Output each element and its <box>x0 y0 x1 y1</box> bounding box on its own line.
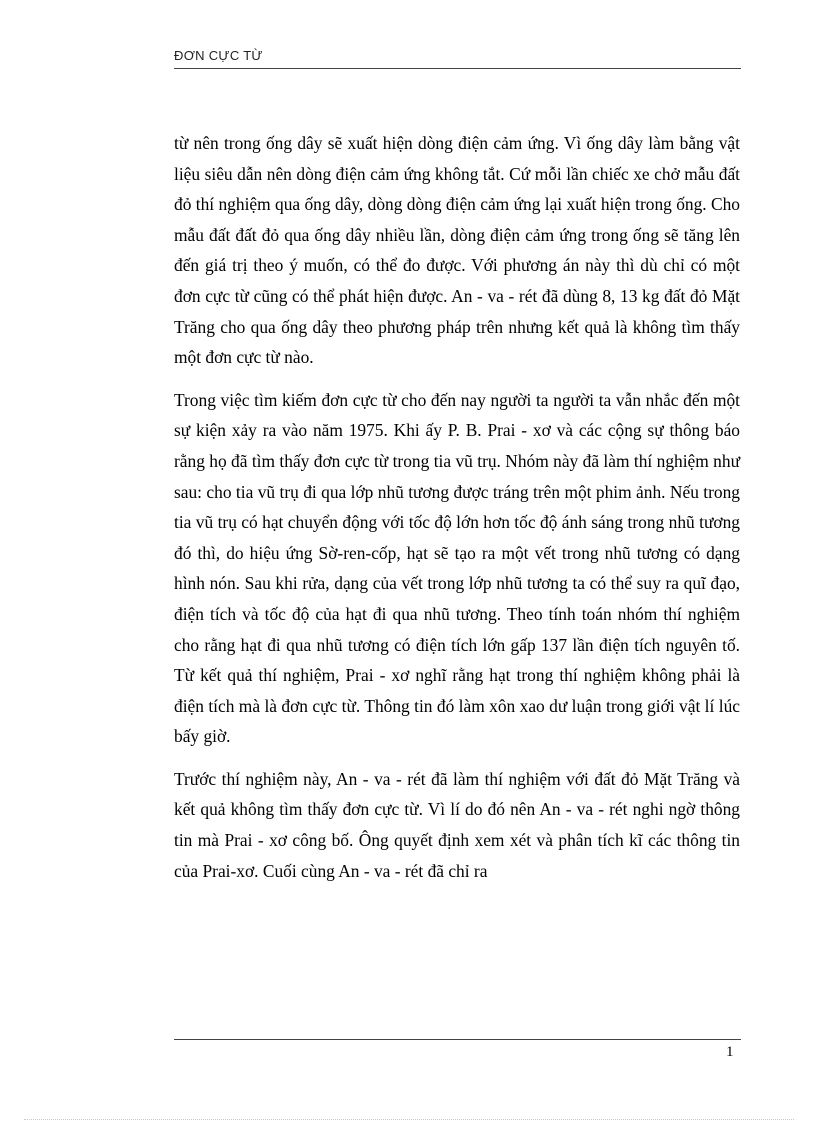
header-divider <box>174 68 741 69</box>
paragraph-1: từ nên trong ống dây sẽ xuất hiện dòng điện cảm ứng. Vì ống dây làm bằng vật liệu siêu dẫn nên dòng điện cảm ứng không tắt. Cứ mỗi lần chiếc xe chở mẫu đất đỏ thí nghiệm qua ống dây, dòng dòng điện cảm ứng lại xuất hiện trong ống. Cho mẫu đất đất đỏ qua ống dây nhiều lần, dòng điện cảm ứng trong ống sẽ tăng lên đến giá trị theo ý muốn, có thể đo được. Với phương án này thì dù chỉ có một đơn cực từ cũng có thể phát hiện được. An - va - rét đã dùng 8, 13 kg đất đỏ Mặt Trăng cho qua ống dây theo phương pháp trên nhưng kết quả là không tìm thấy một đơn cực từ nào. <box>174 133 740 368</box>
header-title: ĐƠN CỰC TỪ <box>174 48 263 63</box>
page-bottom-border <box>24 1119 794 1120</box>
paragraph-3: Trước thí nghiệm này, An - va - rét đã làm thí nghiệm với đất đỏ Mặt Trăng và kết quả không tìm thấy đơn cực từ. Vì lí do đó nên An - va - rét nghi ngờ thông tin mà Prai - xơ công bố. Ông quyết định xem xét và phân tích kĩ các thông tin của Prai-xơ. Cuối cùng An - va - rét đã chỉ ra <box>174 768 740 881</box>
body-text <box>174 128 740 898</box>
footer-divider <box>174 1039 741 1040</box>
paragraph-2: Trong việc tìm kiếm đơn cực từ cho đến nay người ta người ta vẫn nhắc đến một sự kiện xảy ra vào năm 1975. Khi ấy P. B. Prai - xơ và các cộng sự thông báo rằng họ đã tìm thấy đơn cực từ trong tia vũ trụ. Nhóm này đã làm thí nghiệm như sau: cho tia vũ trụ đi qua lớp nhũ tương được tráng trên một phim ảnh. Nếu trong tia vũ trụ có hạt chuyển động với tốc độ lớn hơn tốc độ ánh sáng trong nhũ tương đó thì, do hiệu ứng Sờ-ren-cốp, hạt sẽ tạo ra một vết trong nhũ tương có dạng hình nón. Sau khi rửa, dạng của vết trong lớp nhũ tương ta có thể suy ra quĩ đạo, điện tích và tốc độ của hạt đi qua nhũ tương. Theo tính toán nhóm thí nghiệm cho rằng hạt đi qua nhũ tương có điện tích lớn gấp 137 lần điện tích nguyên tố. Từ kết quả thí nghiệm, Prai - xơ nghĩ rằng hạt trong thí nghiệm không phải là điện tích mà là đơn cực từ. Thông tin đó làm xôn xao dư luận trong giới vật lí lúc bấy giờ. <box>174 389 740 747</box>
page-number: 1 <box>726 1044 734 1060</box>
